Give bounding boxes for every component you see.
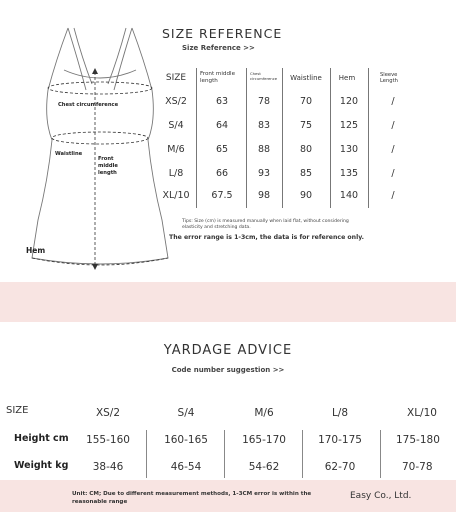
table-header-hem: Hem [338, 74, 356, 82]
height-l: 170-175 [318, 434, 362, 446]
yardage-size-xl: XL/10 [407, 407, 437, 419]
weight-row-label: Weight kg [14, 460, 69, 471]
dress-diagram [20, 20, 175, 275]
dress-neckline [64, 70, 136, 78]
waist-label: Waistline [55, 151, 83, 157]
table-row: XL/10 67.5 98 90 140 / [162, 190, 395, 201]
chest-label: Chest circumference [58, 102, 119, 108]
table-header-front: Front middle length [200, 71, 236, 84]
size-tips: Tips: Size (cm) is measured manually when laid flat, without considering elasticity and stretching data. [182, 219, 349, 230]
error-range-note: The error range is 1-3cm, the data is for reference only. [169, 234, 365, 241]
table-header-waist: Waistline [290, 74, 322, 82]
size-reference-subtitle: Size Reference >> [182, 44, 255, 52]
weight-m: 54-62 [248, 461, 280, 473]
yardage-size-label: SIZE [6, 405, 29, 416]
dress-outline [32, 28, 168, 264]
unit-note: Unit: CM; Due to different measurement methods, 1-3CM error is within the reasonable range [72, 491, 312, 505]
height-s: 160-165 [164, 434, 208, 446]
table-header-sleeve: Sleeve Length [380, 72, 398, 84]
weight-s: 46-54 [170, 461, 202, 473]
chest-measure-line [48, 82, 152, 94]
table-header-size: SIZE [165, 73, 187, 83]
height-xl: 175-180 [396, 434, 440, 446]
company-name: Easy Co., Ltd. [350, 491, 412, 501]
table-row: S/4 64 83 75 125 / [168, 120, 395, 131]
table-row: L/8 66 93 85 135 / [168, 168, 395, 179]
table-row: XS/2 63 78 70 120 / [165, 96, 395, 107]
height-m: 165-170 [242, 434, 286, 446]
table-row: M/6 65 88 80 130 / [167, 144, 395, 155]
yardage-size-s: S/4 [177, 407, 195, 419]
front-length-label: Front middle length [98, 156, 118, 176]
yardage-size-l: L/8 [331, 407, 349, 419]
yardage-advice-subtitle: Code number suggestion >> [171, 366, 285, 374]
yardage-size-m: M/6 [254, 407, 274, 419]
size-reference-title: SIZE REFERENCE [162, 26, 283, 41]
weight-xl: 70-78 [402, 461, 433, 473]
yardage-size-xs: XS/2 [95, 407, 121, 419]
weight-l: 62-70 [324, 461, 356, 473]
yardage-advice-title: YARDAGE ADVICE [163, 343, 293, 358]
waist-measure-line [52, 132, 148, 144]
height-xs: 155-160 [86, 434, 130, 446]
size-reference-table [160, 66, 450, 211]
weight-xs: 38-46 [92, 461, 124, 473]
hem-label: Hem [26, 246, 46, 255]
table-header-chest: Chest circumference [250, 71, 278, 81]
pink-divider-band [0, 282, 456, 322]
height-row-label: Height cm [14, 433, 69, 444]
